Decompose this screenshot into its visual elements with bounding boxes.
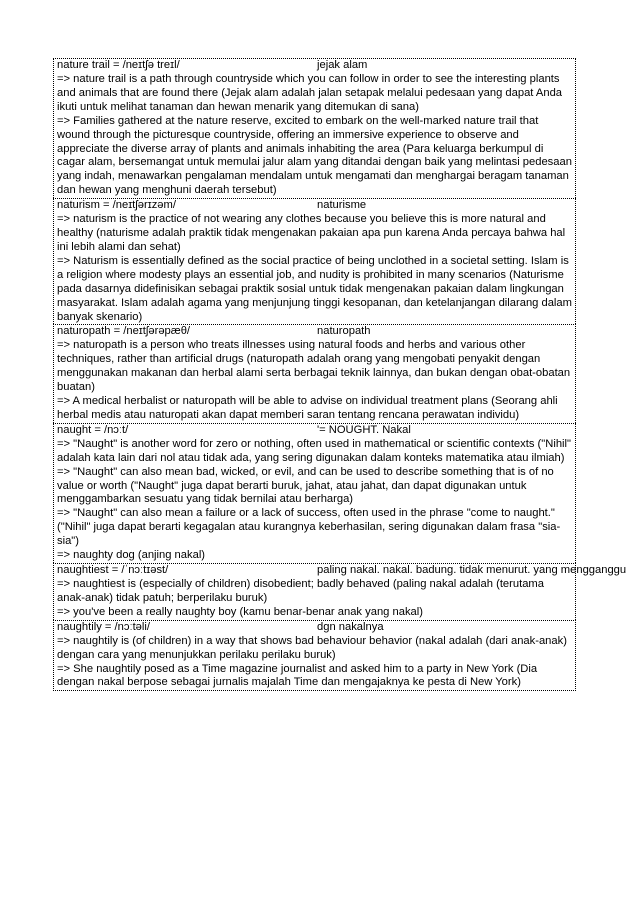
entry-example: => Naturism is essentially defined as the social practice of being unclothed in a societal setting. Islam is a religion where modesty plays an essential job, and nudity is prohibited in many scenarios (Naturisme pada dasarnya didefinisikan sebagai praktik sosial untuk tidak mengenakan pakaian dalam lingkungan masyarakat. Islam adalah agama yang menjunjung tinggi kesopanan, dan ketelanjangan dilarang dalam banyak skenario) bbox=[57, 254, 572, 323]
entry-header bbox=[57, 199, 572, 213]
entry-naughtiest bbox=[53, 563, 627, 620]
entry-header bbox=[57, 564, 627, 578]
entry-definition: => nature trail is a path through countryside which you can follow in order to see the interesting plants and animals that are found there (Jejak alam adalah jalan setapak melalui pedesaan yang dapat Anda ikuti untuk melihat tanaman dan hewan menarik yang ditemukan di sana) bbox=[57, 73, 563, 113]
entry-term: naturism = /neɪtʃərɪzəm/ bbox=[57, 199, 176, 212]
entry-term: naughtily = /nɔːtəli/ bbox=[57, 620, 150, 633]
entry-naughtily bbox=[53, 620, 576, 692]
entry-header bbox=[57, 325, 572, 339]
entry-definition: => "Naught" can also mean bad, wicked, or evil, and can be used to describe something that is of no value or worth ("Naught" juga dapat berarti buruk, jahat, atau jahat, dan dapat digunakan untuk menggambarkan sesuatu yang tidak bernilai atau berharga) bbox=[57, 465, 554, 506]
entry-definition: => "Naught" can also mean a failure or a lack of success, often used in the phrase "come to naught." ("Nihil" juga dapat berarti kegagalan atau kurangnya keberhasilan, sering digunakan dalam frasa "sia-sia") bbox=[57, 507, 561, 548]
dictionary-page bbox=[53, 58, 627, 691]
entry-example: => Families gathered at the nature reserve, excited to embark on the well-marked nature trail that wound through the picturesque countryside, offering an immersive experience to observe and appreciate the diverse array of plants and animals inhabiting the area (Para keluarga berkumpul di cagar alam, bersemangat untuk memulai jalur alam yang ditandai dengan baik yang melintasi pedesaan yang indah, menawarkan pengalaman mendalam untuk mengamati dan menghargai beragam tanaman dan hewan yang menghuni daerah tersebut) bbox=[57, 114, 572, 197]
entry-definition: => naughtily is (of children) in a way that shows bad behaviour behavior (nakal adalah (dari anak-anak) dengan cara yang menunjukkan perilaku perilaku buruk) bbox=[57, 634, 567, 661]
entry-translation: dgn nakalnya bbox=[317, 620, 384, 633]
entry-term: nature trail = /neɪtʃə treɪl/ bbox=[57, 59, 180, 71]
entry-definition: => naughtiest is (especially of children) disobedient; badly behaved (paling nakal adalah (terutama anak-anak) tidak patuh; berperilaku buruk) bbox=[57, 578, 544, 604]
entry-translation: naturopath bbox=[317, 325, 371, 338]
entry-header bbox=[57, 59, 572, 73]
entry-example: => A medical herbalist or naturopath will be able to advise on individual treatment plans (Seorang ahli herbal medis atau naturopati akan dapat memberi saran tentang rencana perawatan individu) bbox=[57, 395, 558, 421]
entry-header bbox=[57, 621, 572, 635]
entry-translation: '= NOUGHT. Nakal bbox=[317, 423, 411, 436]
entry-translation: paling nakal. nakal. badung. tidak menurut. yang mengganggu bbox=[317, 564, 627, 576]
entry-definition: => naturopath is a person who treats illnesses using natural foods and herbs and various other techniques, rather than artificial drugs (naturopath adalah orang yang mengobati penyakit dengan menggunakan makanan dan herbal alami serta berbagai teknik lainnya, dan bukan dengan obat-obatan buatan) bbox=[57, 339, 571, 394]
entry-example: => naughty dog (anjing nakal) bbox=[57, 549, 206, 562]
entry-term: naught = /nɔːt/ bbox=[57, 423, 129, 436]
entry-term: naturopath = /neɪtʃərəpæθ/ bbox=[57, 325, 191, 338]
entry-translation: naturisme bbox=[317, 199, 367, 212]
entry-header bbox=[57, 424, 572, 438]
entry-definition: => "Naught" is another word for zero or nothing, often used in mathematical or scientific contexts ("Nihil" adalah kata lain dari nol atau tidak ada, yang sering digunakan dalam konteks matematika atau ilmiah) bbox=[57, 437, 571, 464]
entry-definition: => naturism is the practice of not wearing any clothes because you believe this is more natural and healthy (naturisme adalah praktik tidak mengenakan pakaian apa pun karena Anda percaya bahwa hal ini lebih alami dan sehat) bbox=[57, 213, 566, 253]
entry-naught bbox=[53, 423, 576, 563]
entry-term: naughtiest = /ˈnɔːtɪəst/ bbox=[57, 564, 169, 576]
entry-example: => you've been a really naughty boy (kamu benar-benar anak yang nakal) bbox=[57, 605, 423, 618]
entry-translation: jejak alam bbox=[317, 59, 368, 71]
entry-naturopath bbox=[53, 324, 576, 422]
entry-nature-trail bbox=[53, 58, 576, 198]
entry-example: => She naughtily posed as a Time magazine journalist and asked him to a party in New York (Dia dengan nakal berpose sebagai jurnalis majalah Time dan mengajaknya ke pesta di New York) bbox=[57, 662, 538, 689]
entry-naturism bbox=[53, 198, 576, 324]
